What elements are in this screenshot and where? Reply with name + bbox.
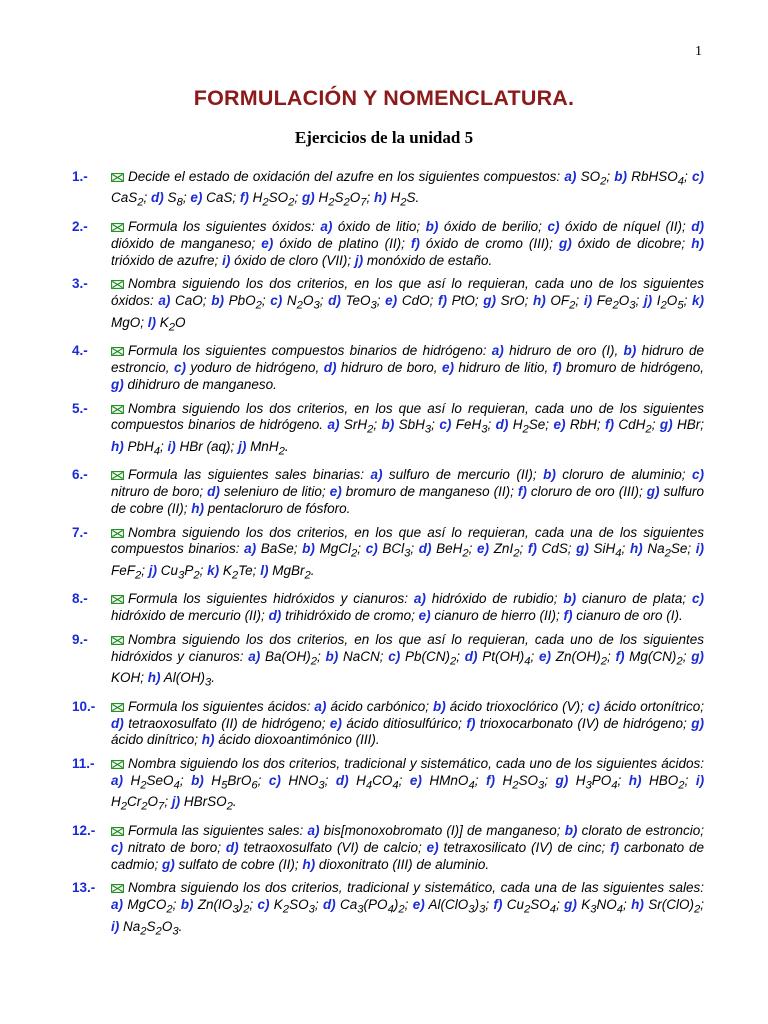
exercise-item (72, 219, 704, 269)
exercise-number: 13.- (72, 880, 96, 896)
checkbox-arrow-icon (111, 220, 124, 229)
exercise-text: Formula los siguientes óxidos: a) óxido de litio; b) óxido de berilio; c) óxido de níquel (II); d) dióxido de manganeso; e) óxido de platino (II); f) óxido de cromo (III); g) óxido de dicobre; h) trióxido de azufre; i) óxido de cloro (VII); j) monóxido de estaño. (111, 218, 704, 268)
checkbox-arrow-icon (111, 881, 124, 890)
exercise-item (72, 525, 704, 585)
exercise-number: 11.- (72, 756, 95, 772)
exercise-number: 10.- (72, 698, 96, 714)
page-subtitle: Ejercicios de la unidad 5 (294, 128, 474, 147)
exercise-item (72, 591, 704, 625)
exercise-text: Nombra siguiendo los dos criterios, tradicional y sistemático, cada uno de los siguientes ácidos: a) $H_2SeO_4$; b) $H_5BrO_6$; c) $HNO_3$; d) $H_4CO_4$; e) HMnO$_4$; f) $H_2SO_3$; g) $H_3PO_4$; h) $HBO_2$; i) $H_2Cr_2O_7$; j) HBrSO$_2$. (111, 756, 705, 814)
exercise-text: Nombra siguiendo los dos criterios, en los que así lo requieran, cada una de los siguientes compuestos binarios: a) BaSe; b) MgCl$_2$; c) BCl$_3$; d) BeH$_2$; e) ZnI$_2$; f) CdS; g) SiH$_4$; h) $Na_2Se$; i) FeF$_2$; j) $Cu_3P_2$; k) $K_2Te$; l) MgBr$_2$. (111, 524, 704, 582)
exercise-item (72, 632, 704, 692)
checkbox-arrow-icon (111, 277, 124, 286)
exercise-number: 9.- (72, 632, 88, 648)
exercise-text: Formula las siguientes sales binarias: a) sulfuro de mercurio (II); b) cloruro de aluminio; c) nitruro de boro; d) seleniuro de litio; e) bromuro de manganeso (II); f) cloruro de oro (III); g) sulfuro de cobre (II); h) pentacloruro de fósforo. (111, 467, 705, 516)
exercise-text: Formula las siguientes sales: a) bis[monoxobromato (I)] de manganeso; b) clorato de estroncio; c) nitrato de boro; d) tetraoxosulfato (VI) de calcio; e) tetraxosilicato (IV) de cinc; f) carbonato de cadmio; g) sulfato de cobre (II); h) dioxonitrato (III) de aluminio. (111, 822, 705, 872)
checkbox-arrow-icon (111, 402, 124, 411)
exercise-number: 12.- (72, 822, 96, 838)
checkbox-arrow-icon (111, 468, 124, 477)
exercise-item (72, 823, 704, 873)
exercise-number: 5.- (72, 400, 88, 416)
checkbox-arrow-icon (111, 170, 124, 179)
exercise-text: Nombra siguiendo los dos criterios, en los que así lo requieran, cada uno de los siguientes compuestos binarios de hidrógeno. a) SrH$_2$; b) SbH$_3$; c) FeH$_3$; d) $H_2Se$; e) RbH; f) CdH$_2$; g) HBr; h) PbH$_4$; i) HBr (aq); j) MnH$_2$. (111, 400, 704, 458)
checkbox-arrow-icon (111, 344, 124, 353)
page-number: 1 (695, 44, 702, 59)
exercise-text: Formula los siguientes hidróxidos y cianuros: a) hidróxido de rubidio; b) cianuro de plata; c) hidróxido de mercurio (II); d) trihidróxido de cromo; e) cianuro de hierro (II); f) cianuro de oro (I). (111, 591, 704, 624)
exercise-item (72, 343, 704, 393)
checkbox-arrow-icon (111, 633, 124, 642)
exercise-item (72, 756, 704, 816)
page-title: FORMULACIÓN Y NOMENCLATURA. (193, 86, 575, 110)
checkbox-arrow-icon (111, 592, 124, 601)
exercise-text: Decide el estado de oxidación del azufre en los siguientes compuestos: a) $SO_2$; b) RbHSO$_4$; c) CaS$_2$; d) $S_8$; e) CaS; f) $H_2SO_2$; g) $H_2S_2O_7$; h) $H_2S$. (111, 169, 704, 210)
exercise-number: 4.- (72, 343, 88, 359)
exercise-number: 7.- (72, 524, 88, 540)
exercise-text: Nombra siguiendo los dos criterios, en los que así lo requieran, cada uno de los siguientes hidróxidos y cianuros: a) $Ba(OH)_2$; b) NaCN; c) $Pb(CN)_2$; d) $Pt(OH)_4$; e) $Zn(OH)_2$; f) $Mg(CN)_2$; g) KOH; h) $Al(OH)_3$. (111, 632, 704, 689)
exercise-text: Formula los siguientes compuestos binarios de hidrógeno: a) hidruro de oro (I), b) hidruro de estroncio, c) yoduro de hidrógeno, d) hidruro de boro, e) hidruro de litio, f) bromuro de hidrógeno, g) dihidruro de manganeso. (111, 343, 705, 392)
exercise-list (72, 169, 704, 947)
checkbox-arrow-icon (111, 824, 124, 833)
exercise-number: 6.- (72, 467, 88, 483)
exercise-number: 2.- (72, 218, 88, 234)
exercise-number: 8.- (72, 591, 88, 607)
exercise-item (72, 276, 704, 336)
checkbox-arrow-icon (111, 526, 124, 535)
exercise-text: Nombra siguiendo los dos criterios, tradicional y sistemático, cada una de las siguientes sales: a) MgCO$_2$; b) $Zn(IO_3)_2$; c) $K_2SO_3$; d) $Ca_3(PO_4)_2$; e) $Al(ClO_3)_3$; f) $Cu_2SO_4$; g) $K_3NO_4$; h) $Sr(ClO)_2$; i) $Na_2S_2O_3$. (111, 880, 704, 938)
exercise-text: Nombra siguiendo los dos criterios, en los que así lo requieran, cada uno de los siguientes óxidos: a) CaO; b) PbO$_2$; c) $N_2O_3$; d) TeO$_3$; e) CdO; f) PtO; g) SrO; h) $OF_2$; i) $Fe_2O_3$; j) $I_2O_5$; k) MgO; l) $K_2O$ (111, 276, 704, 334)
exercise-item (72, 880, 704, 940)
checkbox-arrow-icon (111, 700, 124, 709)
checkbox-arrow-icon (111, 757, 124, 766)
exercise-text: Formula los siguientes ácidos: a) ácido carbónico; b) ácido trioxoclórico (V); c) ácido ortonítrico; d) tetraoxosulfato (II) de hidrógeno; e) ácido ditiosulfúrico; f) trioxocarbonato (IV) de hidrógeno; g) ácido dinítrico; h) ácido dioxoantimónico (III). (111, 698, 705, 748)
exercise-item (72, 401, 704, 461)
exercise-item (72, 467, 704, 517)
exercise-number: 1.- (72, 169, 88, 184)
exercise-number: 3.- (72, 276, 88, 292)
exercise-item (72, 699, 704, 749)
exercise-item (72, 169, 704, 212)
